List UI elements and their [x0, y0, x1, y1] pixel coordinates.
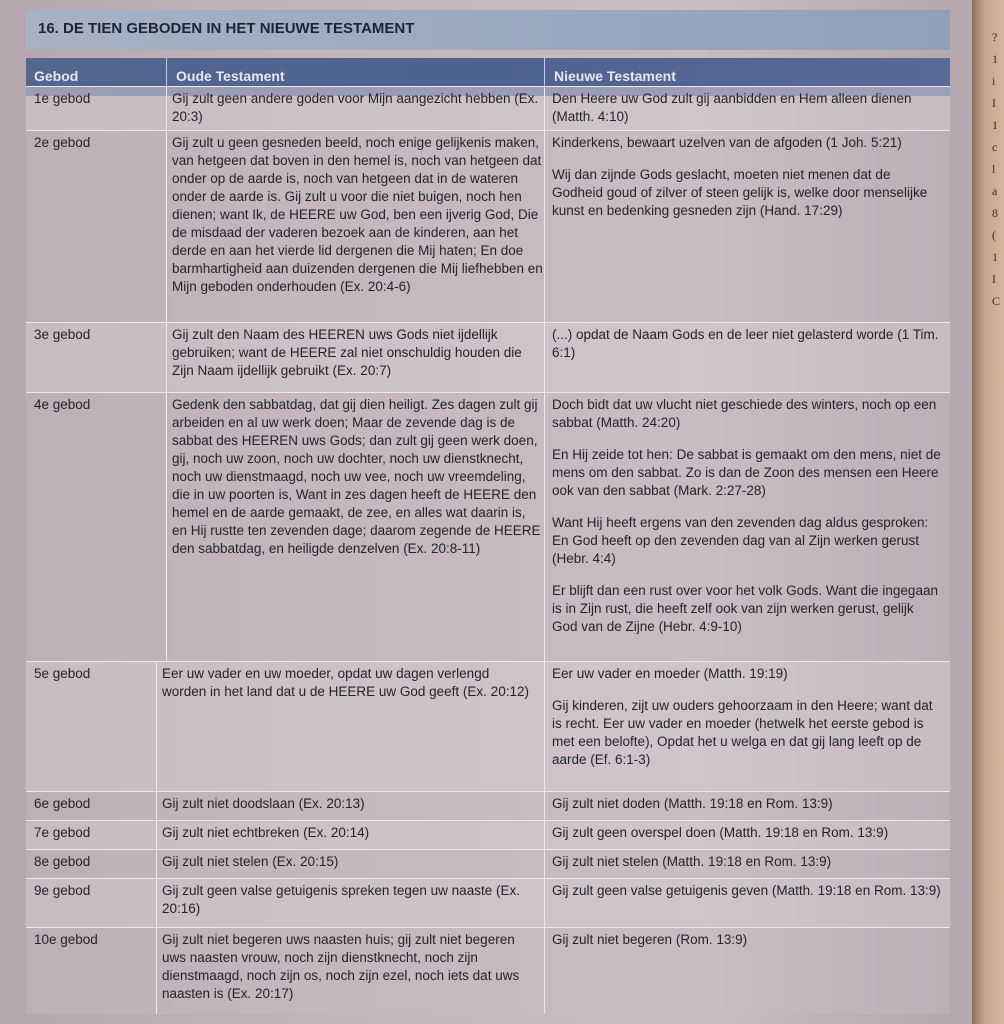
- table-row: [26, 130, 950, 322]
- new-testament-cell: [552, 824, 942, 842]
- old-testament-text: Gij zult niet echtbreken (Ex. 20:14): [162, 825, 370, 840]
- new-testament-text: (...) opdat de Naam Gods en de leer niet gelasterd worde (1 Tim. 6:1): [552, 327, 939, 360]
- new-testament-text: Doch bidt dat uw vlucht niet geschiede des winters, noch op een sabbat (Matth. 24:20): [552, 397, 937, 430]
- new-testament-cell: [552, 396, 942, 636]
- gebod-label: 4e gebod: [34, 397, 91, 412]
- old-testament-text: Gij zult niet stelen (Ex. 20:15): [162, 854, 339, 869]
- old-testament-text: Gij zult geen valse getuigenis spreken tegen uw naaste (Ex. 20:16): [162, 883, 520, 916]
- facing-page-edge: [972, 0, 1004, 1024]
- gebod-label: 8e gebod: [34, 854, 91, 869]
- table-row: [26, 820, 950, 849]
- new-testament-text: Gij zult niet doden (Matth. 19:18 en Rom. 13:9): [552, 796, 833, 811]
- table-row: [26, 878, 950, 927]
- table-row: [26, 849, 950, 878]
- column-header-oude-testament: Oude Testament: [176, 68, 285, 84]
- column-header-gebod: Gebod: [34, 68, 79, 84]
- row-divider: [26, 878, 950, 879]
- table-row: [26, 791, 950, 820]
- margin-character: ?: [992, 30, 998, 44]
- margin-character: c: [992, 140, 998, 154]
- old-testament-text: Eer uw vader en uw moeder, opdat uw dagen verlengd worden in het land dat u de HEERE uw God geeft (Ex. 20:12): [162, 666, 529, 699]
- new-testament-cell: [552, 665, 942, 769]
- title-bar: [26, 10, 950, 50]
- column-divider: [544, 86, 545, 1014]
- column-divider: [166, 86, 167, 661]
- column-header-nieuwe-testament: Nieuwe Testament: [554, 68, 676, 84]
- old-testament-text: Gij zult den Naam des HEEREN uws Gods niet ijdellijk gebruiken; want de HEERE zal niet onschuldig houden die Zijn Naam ijdellijk gebruikt (Ex. 20:7): [172, 327, 522, 378]
- commandments-table: [26, 10, 950, 1014]
- margin-character: 1: [992, 52, 998, 66]
- row-divider: [26, 661, 950, 662]
- margin-character: C: [992, 294, 1001, 308]
- margin-character: a: [992, 184, 998, 198]
- table-row: [26, 322, 950, 392]
- table-title: 16. DE TIEN GEBODEN IN HET NIEUWE TESTAMENT: [38, 20, 415, 37]
- row-divider: [26, 322, 950, 323]
- new-testament-cell: [552, 931, 942, 949]
- new-testament-cell: [552, 326, 942, 362]
- old-testament-text: Gij zult u geen gesneden beeld, noch enige gelijkenis maken, van hetgeen dat boven in den hemel is, noch van hetgeen dat onder op de aarde is, noch van hetgeen dat in de wateren onder de aarde is. Gij zult u voor die niet buigen, noch hen dienen; want Ik, de HEERE uw God, ben een ijverig God, Die de misdaad der vaderen bezoek aan de kinderen, aan het derde en aan het vierde lid dergenen die Mij haten; En doe barmhartigheid aan duizenden dergenen die Mij liefhebben en Mijn geboden onderhouden (Ex. 20:4-6): [172, 135, 543, 294]
- row-divider: [26, 849, 950, 850]
- old-testament-text: Gij zult niet begeren uws naasten huis; gij zult niet begeren uws naasten vrouw, noch zijn dienstknecht, noch zijn dienstmaagd, noch zijn os, noch zijn ezel, noch iets dat uws naasten is (Ex. 20:17): [162, 932, 520, 1001]
- new-testament-text: En Hij zeide tot hen: De sabbat is gemaakt om den mens, niet de mens om den sabbat. Zo is dan de Zoon des mensen een Heere ook van den sabbat (Mark. 2:27-28): [552, 447, 941, 498]
- gebod-label: 6e gebod: [34, 796, 91, 811]
- row-divider: [26, 392, 950, 393]
- margin-character: 8: [992, 206, 998, 220]
- new-testament-text: Gij zult niet stelen (Matth. 19:18 en Rom. 13:9): [552, 854, 832, 869]
- margin-character: I: [992, 272, 996, 286]
- column-divider: [156, 661, 157, 1014]
- new-testament-cell: [552, 90, 942, 126]
- old-testament-text: Gij zult niet doodslaan (Ex. 20:13): [162, 796, 365, 811]
- new-testament-text: Eer uw vader en moeder (Matth. 19:19): [552, 666, 788, 681]
- margin-character: 1: [992, 118, 998, 132]
- gebod-label: 9e gebod: [34, 883, 91, 898]
- gebod-label: 3e gebod: [34, 327, 91, 342]
- new-testament-text: Gij zult geen valse getuigenis geven (Matth. 19:18 en Rom. 13:9): [552, 883, 941, 898]
- old-testament-text: Gij zult geen andere goden voor Mijn aangezicht hebben (Ex. 20:3): [172, 91, 539, 124]
- new-testament-text: Want Hij heeft ergens van den zevenden dag aldus gesproken: En God heeft op den zevenden dag van al Zijn werken gerust (Hebr. 4:4): [552, 515, 929, 566]
- gebod-label: 1e gebod: [34, 91, 91, 106]
- table-row: [26, 927, 950, 1014]
- margin-character: 1: [992, 250, 998, 264]
- new-testament-cell: [552, 882, 942, 900]
- row-divider: [26, 820, 950, 821]
- new-testament-text: Er blijft dan een rust over voor het volk Gods. Want die ingegaan is in Zijn rust, die heeft zelf ook van zijn werken gerust, gelijk God van de Zijne (Hebr. 4:9-10): [552, 583, 938, 634]
- gebod-label: 10e gebod: [34, 932, 98, 947]
- new-testament-cell: [552, 853, 942, 871]
- new-testament-text: Gij zult geen overspel doen (Matth. 19:18 en Rom. 13:9): [552, 825, 889, 840]
- new-testament-text: Gij kinderen, zijt uw ouders gehoorzaam in den Heere; want dat is recht. Eer uw vader en moeder (hetwelk het eerste gebod is met een belofte), Opdat het u welga en dat gij lang leeft op de aarde (Ef. 6:1-3): [552, 698, 933, 767]
- new-testament-text: Gij zult niet begeren (Rom. 13:9): [552, 932, 748, 947]
- table-row: [26, 392, 950, 661]
- old-testament-text: Gedenk den sabbatdag, dat gij dien heiligt. Zes dagen zult gij arbeiden en al uw werk doen; Maar de zevende dag is de sabbat des HEEREN uws Gods; dan zult gij geen werk doen, gij, noch uw zoon, noch uw dochter, noch uw dienstknecht, noch uw dienstmaagd, noch uw vee, noch uw vreemdeling, die in uw poorten is, Want in zes dagen heeft de HEERE den hemel en de aarde gemaakt, de zee, en alles wat daarin is, en Hij rustte ten zevenden dage; daarom zegende de HEERE den sabbatdag, en heiligde denzelven (Ex. 20:8-11): [172, 397, 541, 556]
- row-divider: [26, 130, 950, 131]
- table-row: [26, 661, 950, 791]
- new-testament-cell: [552, 134, 942, 220]
- gebod-label: 2e gebod: [34, 135, 91, 150]
- margin-character: i: [992, 74, 996, 88]
- row-divider: [26, 791, 950, 792]
- row-divider: [26, 927, 950, 928]
- new-testament-text: Den Heere uw God zult gij aanbidden en Hem alleen dienen (Matth. 4:10): [552, 91, 912, 124]
- margin-character: (: [992, 228, 996, 242]
- margin-character: l: [992, 162, 996, 176]
- new-testament-text: Wij dan zijnde Gods geslacht, moeten niet menen dat de Godheid goud of zilver of steen gelijk is, welke door menselijke kunst en bedenking gesneden zijn (Hand. 17:29): [552, 167, 928, 218]
- new-testament-text: Kinderkens, bewaart uzelven van de afgoden (1 Joh. 5:21): [552, 135, 902, 150]
- margin-character: I: [992, 96, 996, 110]
- row-divider: [26, 86, 950, 87]
- new-testament-cell: [552, 795, 942, 813]
- gebod-label: 7e gebod: [34, 825, 91, 840]
- gebod-label: 5e gebod: [34, 666, 91, 681]
- table-row: [26, 86, 950, 130]
